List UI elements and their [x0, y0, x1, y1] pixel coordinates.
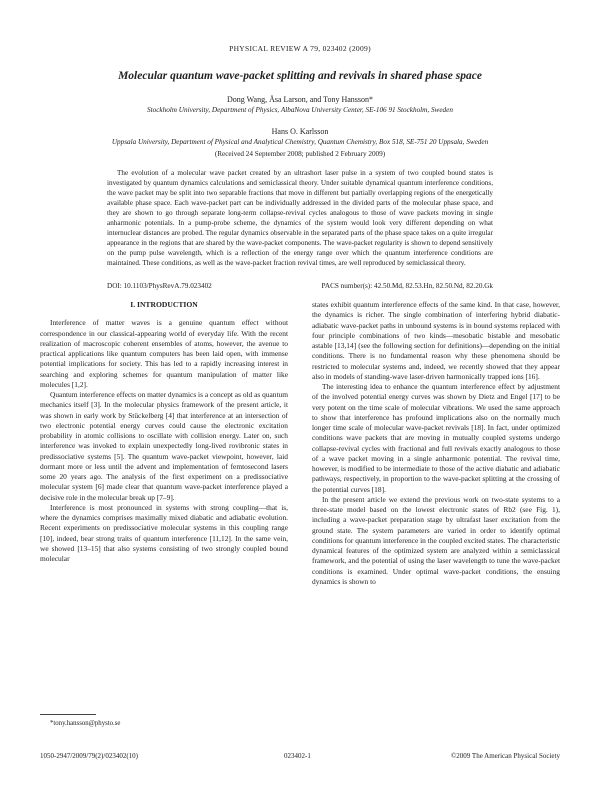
footnote-divider	[40, 714, 96, 715]
paragraph: states exhibit quantum interference effects of the same kind. In that case, however, the dynamics is richer. The single combination of interfering hybrid diabatic-adiabatic wave-packet paths in unbound systems is in bound systems replaced with four principle combinations of two kinds—mesobatic bistable and mesobatic astable [13,14] (see the following section for definitions)—depending on the initial conditions. There is no fundamental reason why these phenomena should be restricted to molecular systems and, indeed, we recently showed that they appear also in models of standing-wave laser-driven harmonically trapped ions [16].	[312, 300, 560, 381]
paragraph: Interference of matter waves is a genuine quantum effect without correspondence in our classical-appearing world of everyday life. With the recent realization of macroscopic coherent ensembles of atoms, however, the avenue to practical applications like quantum computers has been laid open, with immense potential implications for society. This has led to a rapidly increasing interest in searching and exploring schemes for quantum manipulation of matter like molecules [1,2].	[40, 318, 288, 389]
article-title: Molecular quantum wave-packet splitting and revivals in shared phase space	[118, 70, 482, 82]
received-date: (Received 24 September 2008; published 2 February 2009)	[214, 150, 386, 158]
affiliation-stockholm: Stockholm University, Department of Physics, AlbaNova University Center, SE-106 91 Stockholm, Sweden	[147, 106, 453, 114]
paragraph: The interesting idea to enhance the quantum interference effect by adjustment of the involved potential energy curves was shown by Dietz and Engel [17] to be very potent on the time scale of molecular vibrations. We used the same approach to show that interference has profound implications also on the normally much longer time scale of molecular wave-packet revivals [18]. In fact, under optimized conditions wave packets that are moving in mutually coupled systems undergo collapse-revival cycles with fractional and full revivals exactly analogous to those of a wave packet moving in a single anharmonic potential. The revival time, however, is modified to be intermediate to those of the active diabatic and adiabatic pathways, respectively, in proportion to the wave-packet splitting at the crossing of the potential curves [18].	[312, 382, 560, 494]
footer-issn: 1050-2947/2009/79(2)/023402(10)	[40, 752, 138, 760]
right-column	[312, 300, 560, 587]
authors: Dong Wang, Åsa Larson, and Tony Hansson*	[226, 95, 374, 104]
abstract: The evolution of a molecular wave packet created by an ultrashort laser pulse in a system of two coupled bound states is investigated by quantum dynamics calculations and semiclassical theory. Under suitable dynamical quantum interference conditions, the wave packet may be split into two separable fractions that move in different but partially overlapping regions of the energetically available phase space. Each wave-packet part can be individually addressed in the divided parts of the molecular phase space, and they are shown to go through separate long-term collapse-revival cycles analogous to those of wave packets moving in single anharmonic potentials. In a pump-probe scheme, the dynamics of the system would look very different depending on what internuclear distances are probed. The regular dynamics observable in the separated parts of the phase space takes on a quite irregular appearance in the regions that are shared by the wave-packet components. The wave-packet regularity is shown to depend sensitively on the pump pulse wavelength, which is a reflection of the energy range over which the quantum interference conditions are maintained. These conditions, as well as the wave-packet fraction revival times, are well reproduced by semiclassical theory.	[107, 169, 493, 267]
doi-pacs-line	[107, 282, 493, 290]
left-column	[40, 300, 288, 564]
footer-copyright: ©2009 The American Physical Society	[450, 752, 560, 760]
author-karlsson: Hans O. Karlsson	[271, 127, 329, 136]
paragraph: Interference is most pronounced in systems with strong coupling—that is, where the dynamics comprises maximally mixed diabatic and adiabatic evolution. Recent experiments on predissociative molecular systems in this coupling range [10], indeed, bear strong traits of quantum interference [11,12]. In the same vein, we showed [13–15] that also systems consisting of two strongly coupled bound molecular	[40, 502, 288, 563]
pacs-numbers: PACS number(s): 42.50.Md, 82.53.Hn, 82.50.Nd, 82.20.Gk	[321, 282, 493, 290]
footer-page-number: 023402-1	[284, 752, 311, 760]
affiliation-uppsala: Uppsala University, Department of Physical and Analytical Chemistry, Quantum Chemistry, Box 518, SE-751 20 Uppsala, Sweden	[111, 138, 489, 146]
paragraph: Quantum interference effects on matter dynamics is a concept as old as quantum mechanics itself [3]. In the molecular physics framework of the present article, it was shown in early work by Stückelberg [4] that interference at an intersection of two electronic potential energy curves could cause the electronic excitation probability in atomic collisions to oscillate with collision energy. Later on, such interference was invoked to explain unexpectedly long-lived rovibronic states in predissociative systems [5]. The quantum wave-packet viewpoint, however, laid dormant more or less until the advent and implementation of femtosecond lasers some 20 years ago. The analysis of the first experiment on a predissociative molecular system [6] made clear that quantum wave-packet interference played a decisive role in the molecular break up [7–9].	[40, 390, 288, 502]
running-head: PHYSICAL REVIEW A 79, 023402 (2009)	[229, 44, 371, 53]
doi-link[interactable]: DOI: 10.1103/PhysRevA.79.023402	[107, 282, 212, 290]
footnote-email: *tony.hansson@physto.se	[50, 720, 121, 727]
section-heading: I. INTRODUCTION	[130, 300, 198, 309]
paragraph: In the present article we extend the previous work on two-state systems to a three-state model based on the lowest electronic states of Rb2 (see Fig. 1), including a wave-packet preparation stage by ultrafast laser excitation from the ground state. The system parameters are varied in order to identify optimal conditions for quantum interference in the coupled excited states. The characteristic dynamical features of the optimized system are analyzed within a semiclassical framework, and the potential of using the laser wavelength to tune the wave-packet conditions is examined. Under optimal wave-packet conditions, the ensuing dynamics is shown to	[312, 494, 560, 586]
